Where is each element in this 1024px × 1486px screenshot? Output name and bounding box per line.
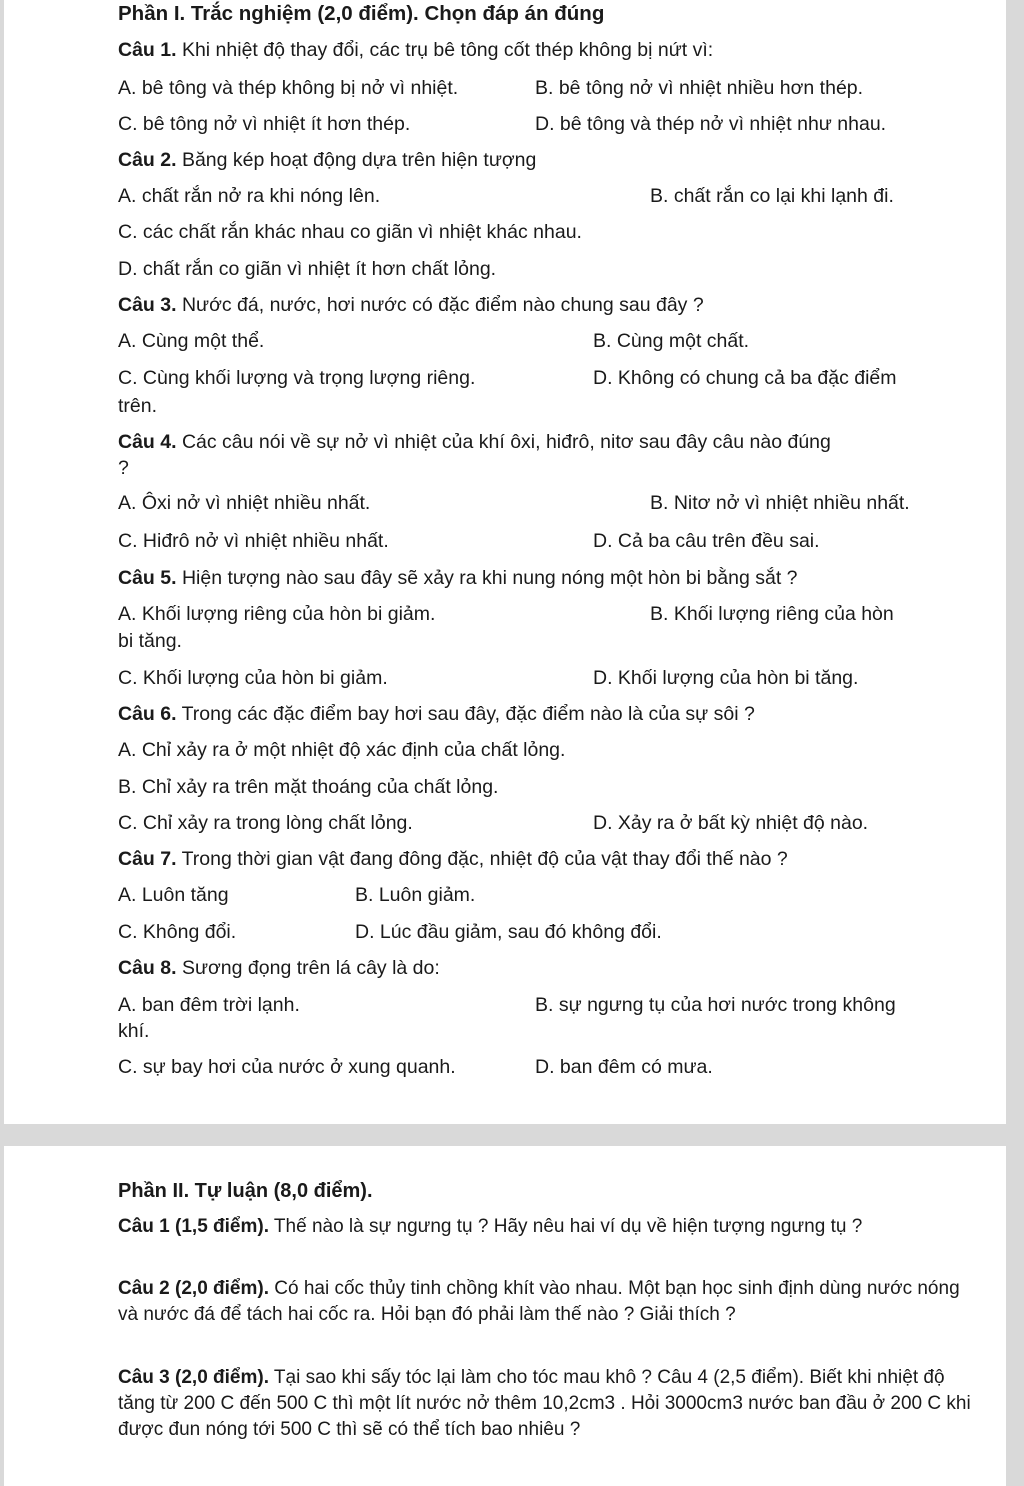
q5-option-a: A. Khối lượng riêng của hòn bi giảm. [118, 603, 436, 625]
question-7-text: Trong thời gian vật đang đông đặc, nhiệt độ của vật thay đổi thế nào ? [176, 848, 788, 870]
q8-option-b-cont: khí. [118, 1020, 150, 1042]
question-4 [118, 431, 831, 454]
question-8 [118, 957, 440, 980]
part2-title: Phần II. Tự luận (8,0 điểm). [118, 1180, 373, 1202]
q2-option-a: A. chất rắn nở ra khi nóng lên. [118, 185, 381, 207]
q7-option-a: A. Luôn tăng [118, 884, 229, 906]
q4-option-b: B. Nitơ nở vì nhiệt nhiều nhất. [650, 492, 910, 514]
q3-option-a: A. Cùng một thể. [118, 330, 265, 352]
q3-option-d: D. Không có chung cả ba đặc điểm [593, 367, 897, 389]
question-7 [118, 848, 788, 871]
question-8-text: Sương đọng trên lá cây là do: [176, 957, 440, 979]
q7-option-b: B. Luôn giảm. [355, 884, 476, 906]
question-2 [118, 149, 536, 172]
q2-option-b: B. chất rắn co lại khi lạnh đi. [650, 185, 894, 207]
q2-option-d: D. chất rắn co giãn vì nhiệt ít hơn chất lỏng. [118, 258, 497, 280]
question-1 [118, 39, 713, 62]
q4-option-a: A. Ôxi nở vì nhiệt nhiều nhất. [118, 492, 371, 514]
q4-option-c: C. Hiđrô nở vì nhiệt nhiều nhất. [118, 530, 389, 552]
q5-option-d: D. Khối lượng của hòn bi tăng. [593, 667, 859, 689]
essay-question-3 [118, 1365, 978, 1443]
q6-option-a: A. Chỉ xảy ra ở một nhiệt độ xác định của chất lỏng. [118, 739, 566, 761]
q5-option-b-cont: bi tăng. [118, 630, 182, 652]
q8-option-a: A. ban đêm trời lạnh. [118, 994, 300, 1016]
essay-question-3-text: Tại sao khi sấy tóc lại làm cho tóc mau khô ? Câu 4 (2,5 điểm). Biết khi nhiệt độ tăng từ 200 C đến 500 C thì một lít nước nở thêm 10,2cm3 . Hỏi 3000cm3 nước ban đầu ở 200 C khi được đun nóng tới 500 C thì sẽ có thể tích bao nhiêu ? [118, 1367, 971, 1440]
q2-option-c: C. các chất rắn khác nhau co giãn vì nhiệt khác nhau. [118, 221, 582, 243]
question-3-text: Nước đá, nước, hơi nước có đặc điểm nào chung sau đây ? [176, 294, 704, 316]
question-4-number: Câu 4. [118, 431, 177, 453]
question-5-number: Câu 5. [118, 567, 177, 589]
question-2-number: Câu 2. [118, 149, 177, 171]
essay-question-2-number: Câu 2 (2,0 điểm). [118, 1278, 269, 1299]
q8-option-d: D. ban đêm có mưa. [535, 1056, 713, 1078]
essay-question-3-number: Câu 3 (2,0 điểm). [118, 1367, 269, 1388]
essay-question-1 [118, 1214, 978, 1240]
q8-option-b: B. sự ngưng tụ của hơi nước trong không [535, 994, 896, 1016]
q4-option-d: D. Cả ba câu trên đều sai. [593, 530, 820, 552]
question-6-text: Trong các đặc điểm bay hơi sau đây, đặc điểm nào là của sự sôi ? [176, 703, 755, 725]
essay-question-2-text: Có hai cốc thủy tinh chồng khít vào nhau. Một bạn học sinh định dùng nước nóng và nước đá để tách hai cốc ra. Hỏi bạn đó phải làm thế nào ? Giải thích ? [118, 1278, 960, 1325]
exam-page-2 [4, 1146, 1006, 1486]
q3-option-d-cont: trên. [118, 395, 158, 417]
q1-option-a: A. bê tông và thép không bị nở vì nhiệt. [118, 77, 459, 99]
question-2-text: Băng kép hoạt động dựa trên hiện tượng [176, 149, 537, 171]
part1-title: Phần I. Trắc nghiệm (2,0 điểm). Chọn đáp án đúng [118, 2, 605, 25]
q1-option-b: B. bê tông nở vì nhiệt nhiều hơn thép. [535, 77, 864, 99]
q1-option-d: D. bê tông và thép nở vì nhiệt như nhau. [535, 113, 887, 135]
question-1-number: Câu 1. [118, 39, 177, 61]
q6-option-c: C. Chỉ xảy ra trong lòng chất lỏng. [118, 812, 413, 834]
q7-option-c: C. Không đổi. [118, 921, 237, 943]
question-4-text: Các câu nói về sự nở vì nhiệt của khí ôxi, hiđrô, nitơ sau đây câu nào đúng [176, 431, 831, 453]
essay-question-1-number: Câu 1 (1,5 điểm). [118, 1216, 269, 1237]
question-6-number: Câu 6. [118, 703, 177, 725]
q3-option-b: B. Cùng một chất. [593, 330, 750, 352]
question-1-text: Khi nhiệt độ thay đổi, các trụ bê tông cốt thép không bị nứt vì: [176, 39, 714, 61]
q6-option-d: D. Xảy ra ở bất kỳ nhiệt độ nào. [593, 812, 869, 834]
essay-question-1-text: Thế nào là sự ngưng tụ ? Hãy nêu hai ví dụ về hiện tượng ngưng tụ ? [269, 1216, 863, 1237]
question-3-number: Câu 3. [118, 294, 177, 316]
q5-option-c: C. Khối lượng của hòn bi giảm. [118, 667, 388, 689]
question-5-text: Hiện tượng nào sau đây sẽ xảy ra khi nung nóng một hòn bi bằng sắt ? [176, 567, 798, 589]
q8-option-c: C. sự bay hơi của nước ở xung quanh. [118, 1056, 456, 1078]
essay-question-2 [118, 1276, 978, 1328]
question-3 [118, 294, 704, 317]
q6-option-b: B. Chỉ xảy ra trên mặt thoáng của chất lỏng. [118, 776, 499, 798]
q3-option-c: C. Cùng khối lượng và trọng lượng riêng. [118, 367, 476, 389]
question-8-number: Câu 8. [118, 957, 177, 979]
exam-page-1 [4, 0, 1006, 1124]
q1-option-c: C. bê tông nở vì nhiệt ít hơn thép. [118, 113, 411, 135]
question-4-text-cont: ? [118, 457, 129, 479]
question-7-number: Câu 7. [118, 848, 177, 870]
q5-option-b: B. Khối lượng riêng của hòn [650, 603, 894, 625]
q7-option-d: D. Lúc đầu giảm, sau đó không đổi. [355, 921, 662, 943]
question-5 [118, 567, 798, 590]
question-6 [118, 703, 755, 726]
